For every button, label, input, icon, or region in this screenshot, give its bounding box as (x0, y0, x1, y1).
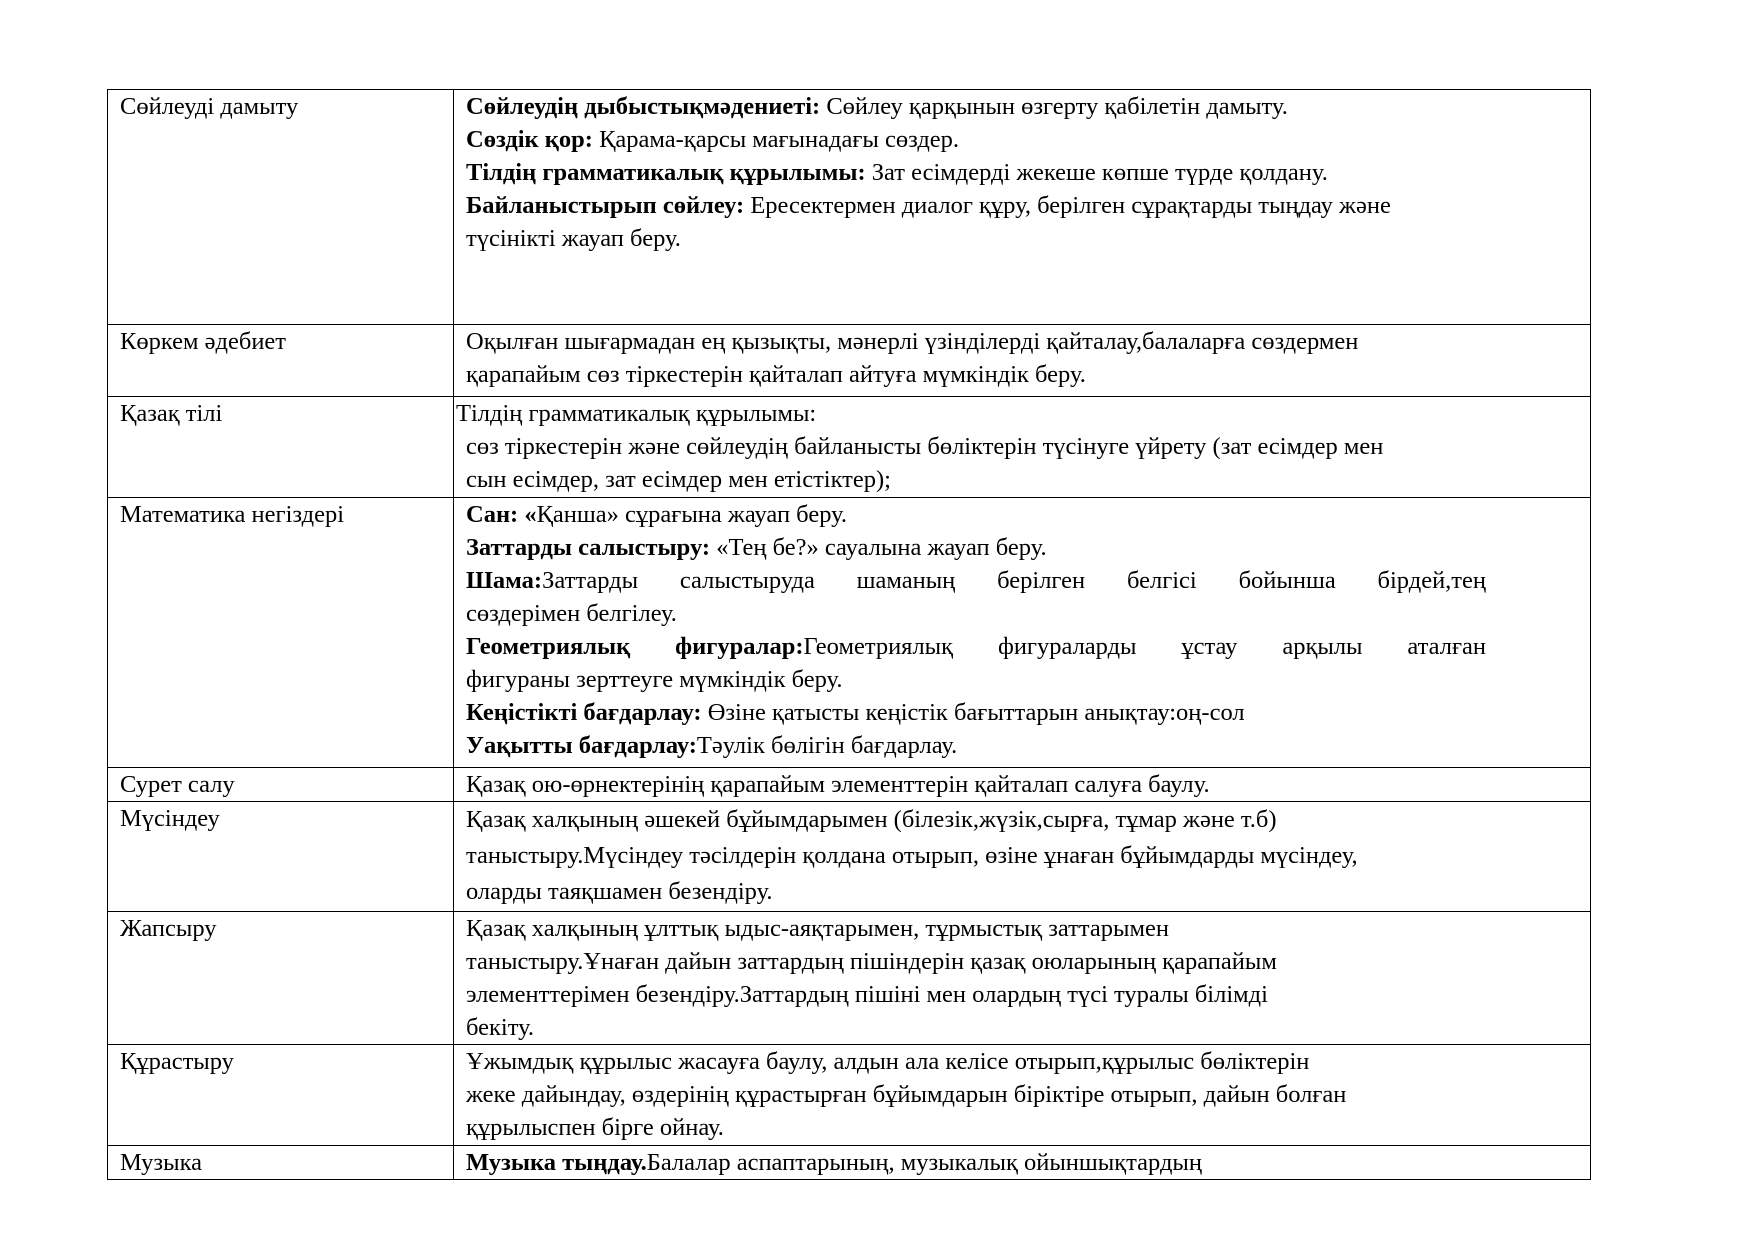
table-row (108, 768, 1591, 802)
content-line: Сөйлеудің дыбыстықмәдениеті: Сөйлеу қарқынын өзгерту қабілетін дамыту. (466, 93, 1288, 120)
content-line: Қазақ ою-өрнектерінің қарапайым элементтерін қайталап салуға баулу. (466, 771, 1210, 798)
subject-cell: Сөйлеуді дамыту (108, 90, 454, 325)
content-cell (454, 768, 1591, 802)
content-line: Заттарды салыстыру: «Тең бе?» сауалына жауап беру. (466, 534, 1047, 561)
content-line: жеке дайындау, өздерінің құрастырған бұйымдарын біріктіре отырып, дайын болған (466, 1081, 1347, 1108)
content-line: Тілдің грамматикалық құрылымы: (456, 400, 817, 427)
content-cell (454, 90, 1591, 325)
subject-cell: Математика негіздері (108, 498, 454, 768)
content-line: түсінікті жауап беру. (466, 225, 681, 252)
content-line: Кеңістікті бағдарлау: Өзіне қатысты кеңістік бағыттарын анықтау:оң-сол (466, 699, 1245, 726)
content-line: бекіту. (466, 1014, 535, 1041)
content-line: Оқылған шығармадан ең қызықты, мәнерлі үзінділерді қайталау,балаларға сөздермен (466, 328, 1359, 355)
content-cell (454, 802, 1591, 912)
content-line: оларды таяқшамен безендіру. (466, 878, 773, 905)
content-line: Шама:Заттарды салыстыруда шаманың берілген белгісі бойынша бірдей,тең (466, 567, 1486, 594)
content-cell (454, 1146, 1591, 1180)
table-row (108, 802, 1591, 912)
table-row (108, 498, 1591, 768)
content-line: Тілдің грамматикалық құрылымы: Зат есімдерді жекеше көпше түрде қолдану. (466, 159, 1328, 186)
content-line: Музыка тыңдау.Балалар аспаптарының, музыкалық ойыншықтардың (466, 1149, 1202, 1176)
subject-cell: Мүсіндеу (108, 802, 454, 912)
content-line: сөз тіркестерін және сөйлеудің байланысты бөліктерін түсінуге үйрету (зат есімдер мен (466, 433, 1384, 460)
subject-cell: Қазақ тілі (108, 397, 454, 498)
table-row (108, 325, 1591, 397)
content-line: Қазақ халқының ұлттық ыдыс-аяқтарымен, тұрмыстық заттарымен (466, 915, 1169, 942)
table-row (108, 90, 1591, 325)
content-line: Уақытты бағдарлау:Тәулік бөлігін бағдарлау. (466, 732, 958, 759)
content-cell (454, 397, 1591, 498)
content-cell (454, 498, 1591, 768)
content-line: Сан: «Қанша» сұрағына жауап беру. (466, 501, 848, 528)
content-line: Сөздік қор: Қарама-қарсы мағынадағы сөздер. (466, 126, 960, 153)
curriculum-table (107, 89, 1591, 1180)
content-cell (454, 1045, 1591, 1146)
content-line: Қазақ халқының әшекей бұйымдарымен (білезік,жүзік,сырға, тұмар және т.б) (466, 806, 1277, 833)
table-row (108, 397, 1591, 498)
content-cell (454, 912, 1591, 1045)
content-line: сөздерімен белгілеу. (466, 600, 677, 627)
content-line: Геометриялық фигуралар:Геометриялық фигураларды ұстау арқылы аталған (466, 633, 1487, 660)
content-line: таныстыру.Ұнаған дайын заттардың пішіндерін қазақ оюларының қарапайым (466, 948, 1277, 975)
content-line: фигураны зерттеуге мүмкіндік беру. (466, 666, 843, 693)
table-row (108, 1045, 1591, 1146)
content-cell (454, 325, 1591, 397)
table-row (108, 1146, 1591, 1180)
content-line: қарапайым сөз тіркестерін қайталап айтуға мүмкіндік беру. (466, 361, 1086, 388)
subject-cell: Сурет салу (108, 768, 454, 802)
content-line: элементтерімен безендіру.Заттардың пішіні мен олардың түсі туралы білімді (466, 981, 1268, 1008)
subject-cell: Жапсыру (108, 912, 454, 1045)
content-line: Ұжымдық құрылыс жасауға баулу, алдын ала келісе отырып,құрылыс бөліктерін (466, 1048, 1310, 1075)
subject-cell: Музыка (108, 1146, 454, 1180)
content-line: құрылыспен бірге ойнау. (466, 1114, 724, 1141)
subject-cell: Көркем әдебиет (108, 325, 454, 397)
table-row (108, 912, 1591, 1045)
content-line: Байланыстырып сөйлеу: Ересектермен диалог құру, берілген сұрақтарды тыңдау және (466, 192, 1391, 219)
content-line: таныстыру.Мүсіндеу тәсілдерін қолдана отырып, өзіне ұнаған бұйымдарды мүсіндеу, (466, 842, 1358, 869)
content-line: сын есімдер, зат есімдер мен етістіктер); (466, 466, 891, 493)
subject-cell: Құрастыру (108, 1045, 454, 1146)
